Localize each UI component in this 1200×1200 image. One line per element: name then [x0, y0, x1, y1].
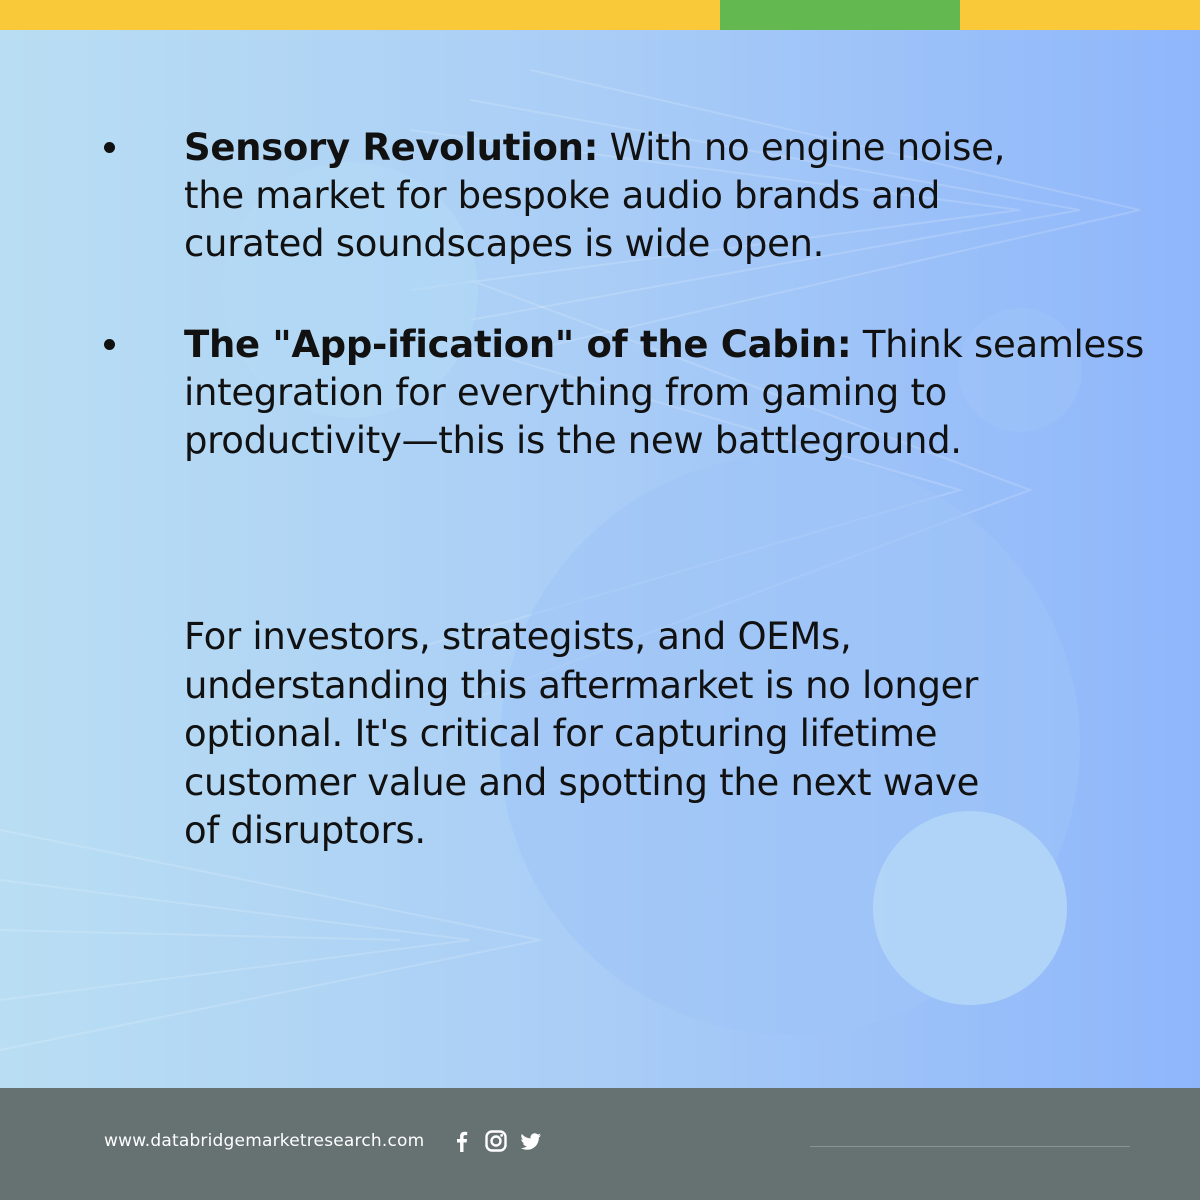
top-bar-yellow-segment-right — [960, 0, 1200, 30]
bullet-line-1 — [184, 321, 1174, 369]
footer — [0, 1088, 1200, 1200]
bullet-line-1-rest: With no engine noise, — [598, 126, 1006, 169]
bullet-line-1-rest: Think seamless — [851, 323, 1144, 366]
footer-divider-line — [810, 1146, 1130, 1147]
paragraph-line: For investors, strategists, and OEMs, — [184, 615, 852, 658]
bullet-line-1 — [184, 124, 1174, 172]
bullet-line-2: integration for everything from gaming to — [184, 371, 948, 414]
facebook-icon[interactable] — [449, 1128, 475, 1154]
instagram-icon[interactable] — [483, 1128, 509, 1154]
bullet-text — [184, 124, 1174, 268]
bullet-lead: The "App-ification" of the Cabin: — [184, 323, 852, 366]
bullet-line-3: productivity—this is the new battleground. — [184, 419, 962, 462]
top-bar-yellow-segment — [0, 0, 720, 30]
main-content-area — [0, 30, 1200, 1088]
paragraph-line: customer value and spotting the next wave — [184, 760, 980, 804]
bullet-line-2: the market for bespoke audio brands and — [184, 174, 941, 217]
bullet-text — [184, 321, 1174, 465]
closing-paragraph — [184, 613, 1084, 856]
paragraph-line: of disruptors. — [184, 809, 426, 852]
top-bar-green-segment — [720, 0, 960, 30]
bullet-dot — [104, 142, 115, 153]
twitter-icon[interactable] — [518, 1128, 544, 1154]
paragraph-line: optional. It's critical for capturing lifetime — [184, 712, 938, 755]
bullet-dot — [104, 339, 115, 350]
bullet-lead: Sensory Revolution: — [184, 126, 599, 169]
top-color-bar — [0, 0, 1200, 30]
paragraph-line: understanding this aftermarket is no longer — [184, 663, 979, 707]
website-url[interactable]: www.databridgemarketresearch.com — [104, 1131, 425, 1151]
bullet-line-3: curated soundscapes is wide open. — [184, 222, 825, 265]
